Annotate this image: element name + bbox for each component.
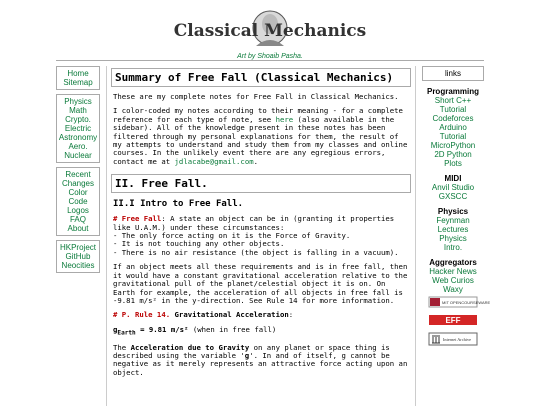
nav-link-logos[interactable]: Logos (67, 206, 89, 215)
rule-colon: : (288, 310, 294, 320)
bullet-3: - There is no air resistance (the object is falling in a vacuum). (113, 247, 399, 257)
nav-link-sitemap[interactable]: Sitemap (63, 78, 93, 87)
nav-link-electric[interactable]: Electric (64, 124, 92, 133)
gravity-term: Acceleration due to Gravity (130, 342, 250, 352)
email-link[interactable]: jdlacabe@gmail.com (174, 156, 254, 166)
subsection-heading: II.I Intro to Free Fall. (113, 199, 244, 210)
rule-title: Gravitational Acceleration (174, 310, 289, 320)
gravity-text-d: '. In and of itself, g cannot be negative as it merely represents an attractive force acting upon an object. (113, 350, 408, 377)
aggregator-link-web-curios[interactable]: Web Curios (432, 276, 474, 285)
nav-link-math[interactable]: Math (69, 106, 87, 115)
definition-label: # Free Fall (113, 214, 162, 224)
nav-link-aero[interactable]: Aero. (68, 142, 88, 151)
formula-note: (when in free fall) (188, 324, 277, 334)
physics-link-intro[interactable]: Intro. (443, 243, 463, 252)
gravity-text-a: The (113, 342, 127, 352)
nav-link-faq[interactable]: FAQ (69, 215, 86, 224)
svg-text:Classical Mechanics: Classical Mechanics (173, 21, 367, 41)
physics-link-lectures[interactable]: Lectures (437, 225, 469, 234)
links-title: links (422, 66, 484, 81)
intro-paragraph: These are my complete notes for Free Fall in Classical Mechanics. (113, 92, 399, 101)
site-banner-logo (172, 6, 368, 52)
bullet-1: - The only force acting on it is the Force of Gravity. (113, 231, 351, 241)
programming-link-tutorial[interactable]: Tutorial (439, 105, 467, 114)
header-divider (56, 60, 484, 61)
eff-badge[interactable] (429, 315, 477, 325)
programming-link-plots[interactable]: Plots (444, 159, 462, 168)
formula-g: g (113, 324, 118, 334)
nav-link-nuclear[interactable]: Nuclear (64, 151, 92, 160)
aggregators-heading: Aggregators (429, 258, 477, 267)
nav-link-about[interactable]: About (67, 224, 89, 233)
nav-link-neocities[interactable]: Neocities (61, 261, 95, 270)
gravity-text-c: on any planet or space thing is described using the variable ' (113, 342, 390, 360)
svg-text:Internet Archive: Internet Archive (443, 337, 472, 342)
gravity-variable: g (244, 350, 250, 360)
nav-link-color[interactable]: Color (68, 188, 88, 197)
nav-link-physics[interactable]: Physics (64, 97, 92, 106)
nav-link-crypto[interactable]: Crypto. (65, 115, 91, 124)
midi-link-gxscc[interactable]: GXSCC (438, 192, 468, 201)
definition-text: : A state an object can be in (granting it properties like U.A.M.) under these circumstances: (113, 214, 395, 232)
midi-heading: MIDI (444, 174, 462, 183)
nav-group-info (56, 167, 100, 236)
nav-link-github[interactable]: GitHub (65, 252, 91, 261)
svg-text:MIT OPENCOURSEWARE: MIT OPENCOURSEWARE (442, 300, 491, 305)
section-heading: II. Free Fall. (111, 174, 411, 193)
programming-link-micropython[interactable]: MicroPython (430, 141, 476, 150)
internet-archive-badge[interactable] (429, 333, 477, 345)
programming-link-arduino[interactable]: Arduino (439, 123, 467, 132)
color-code-text-b: (also available in the sidebar). All of the knowledge present in these notes has been filtered through my personal explanations for them, the result of my attempts to understand and study them from my classes and online courses. In the unlikely event there are any egregious errors, contact me at (113, 114, 408, 166)
mit-ocw-badge[interactable] (429, 297, 491, 307)
physics-link-physics[interactable]: Physics (439, 234, 467, 243)
page-title: Summary of Free Fall (Classical Mechanics) (111, 68, 411, 87)
physics-link-feynman[interactable]: Feynman (436, 216, 470, 225)
right-sidebar (422, 66, 491, 350)
nav-group-projects (56, 240, 100, 273)
nav-link-hkproject[interactable]: HKProject (59, 243, 96, 252)
main-content (106, 66, 416, 406)
programming-link-codeforces[interactable]: Codeforces (432, 114, 474, 123)
rule-label: # P. Rule 14. (113, 310, 171, 320)
programming-link-short-c[interactable]: Short C++ (434, 96, 472, 105)
gravity-formula (113, 326, 409, 338)
formula-value: = 9.81 m/s² (135, 324, 189, 334)
color-code-paragraph: I color-coded my notes according to their meaning - for a complete reference for each type of note, see here (also available in the sidebar). All of the knowledge present in these notes has been filtered through my personal explanations for them, the result of my attempts to understand and study them from my classes and online courses. In the unlikely event there are any egregious errors, contact me at jdlacabe@gmail.com. (113, 106, 408, 166)
nav-group-subjects (56, 94, 100, 163)
nav-link-recent[interactable]: Recent (65, 170, 91, 179)
nav-link-code[interactable]: Code (68, 197, 88, 206)
aggregator-link-hacker-news[interactable]: Hacker News (429, 267, 477, 276)
free-fall-definition (113, 215, 409, 257)
color-code-link[interactable]: here (275, 114, 294, 124)
color-code-text-a: I color-coded my notes according to their meaning - for a complete reference for each type of note, see (113, 106, 403, 124)
midi-link-anvil-studio[interactable]: Anvil Studio (431, 183, 475, 192)
free-fall-explanation: If an object meets all these requirements and is in free fall, then it would have a constant gravitational acceleration relative to the gravitational pull of the planet/celestial object it is on. On Earth for example, the acceleration of all objects in free fall is -9.81 m/s² in the y-direction. See Rule 14 for more information. (113, 262, 408, 305)
nav-group-home (56, 66, 100, 90)
art-credit: Art by Shoaib Pasha. (237, 53, 303, 60)
rule-14-heading (113, 311, 409, 319)
programming-heading: Programming (426, 87, 479, 96)
nav-link-home[interactable]: Home (67, 69, 89, 78)
nav-link-astronomy[interactable]: Astronomy (58, 133, 98, 142)
programming-link-2d-python[interactable]: 2D Python (434, 150, 472, 159)
nav-link-changes[interactable]: Changes (61, 179, 95, 188)
gravity-explanation (113, 344, 409, 378)
svg-text:EFF: EFF (445, 316, 461, 325)
programming-link-tutorial[interactable]: Tutorial (439, 132, 467, 141)
physics-heading: Physics (437, 207, 469, 216)
aggregator-link-waxy[interactable]: Waxy (443, 285, 463, 294)
bullet-2: - It is not touching any other objects. (113, 239, 285, 249)
left-sidebar (56, 66, 100, 277)
formula-subscript: Earth (117, 329, 136, 337)
